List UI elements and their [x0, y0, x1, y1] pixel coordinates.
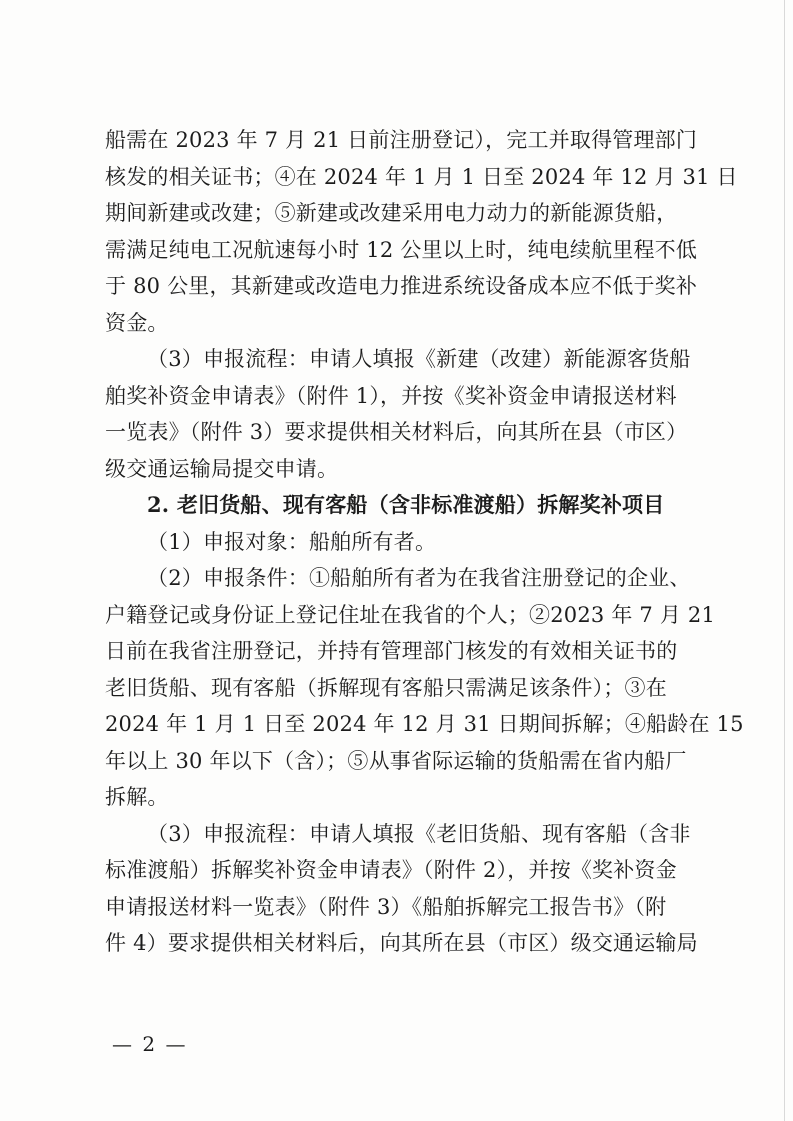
text-line: 户籍登记或身份证上登记住址在我省的个人；②2023 年 7 月 21 — [105, 602, 716, 627]
text-line: 2024 年 1 月 1 日至 2024 年 12 月 31 日期间拆解；④船龄在 15 — [105, 712, 744, 736]
text-line: 年以上 30 年以下（含）；⑤从事省际运输的货船需在省内船厂 — [105, 748, 687, 773]
text-line: 期间新建或改建；⑤新建或改建采用电力动力的新能源货船， — [105, 201, 678, 225]
text-line: 标准渡船）拆解奖补资金申请表》（附件 2），并按《奖补资金 — [105, 858, 677, 882]
text-line: 老旧货船、现有客船（拆解现有客船只需满足该条件）；③在 — [105, 675, 667, 700]
text-line-indented: （1）申报对象：船舶所有者。 — [147, 529, 437, 554]
text-line: 件 4）要求提供相关材料后，向其所在县（市区）级交通运输局 — [105, 931, 698, 955]
text-line: 核发的相关证书；④在 2024 年 1 月 1 日至 2024 年 12 月 31 日 — [105, 164, 738, 189]
text-line: 需满足纯电工况航速每小时 12 公里以上时，纯电续航里程不低 — [105, 237, 698, 262]
text-line-indented: （3）申报流程：申请人填报《新建（改建）新能源客货船 — [147, 347, 691, 371]
text-line-indented: （3）申报流程：申请人填报《老旧货船、现有客船（含非 — [147, 821, 691, 846]
page-number: — 2 — — [112, 1032, 188, 1056]
text-line: 于 80 公里，其新建或改造电力推进系统设备成本应不低于奖补 — [105, 274, 698, 298]
text-line: 拆解。 — [105, 785, 169, 809]
text-line: 资金。 — [105, 310, 169, 335]
text-line: 级交通运输局提交申请。 — [105, 456, 339, 481]
text-line: 申请报送材料一览表》（附件 3）《船舶拆解完工报告书》（附 — [105, 894, 667, 919]
text-line: 船需在 2023 年 7 月 21 日前注册登记），完工并取得管理部门 — [105, 128, 698, 152]
text-line: 舶奖补资金申请表》（附件 1），并按《奖补资金申请报送材料 — [105, 383, 677, 408]
text-line: 日前在我省注册登记，并持有管理部门核发的有效相关证书的 — [105, 639, 678, 663]
section-heading: 2. 老旧货船、现有客船（含非标准渡船）拆解奖补项目 — [147, 492, 665, 517]
text-line: 一览表》（附件 3）要求提供相关材料后，向其所在县（市区） — [105, 420, 688, 444]
scan-edge-line — [784, 0, 785, 1121]
text-line-indented: （2）申报条件：①船舶所有者为在我省注册登记的企业、 — [147, 566, 691, 590]
document-body — [105, 122, 744, 962]
